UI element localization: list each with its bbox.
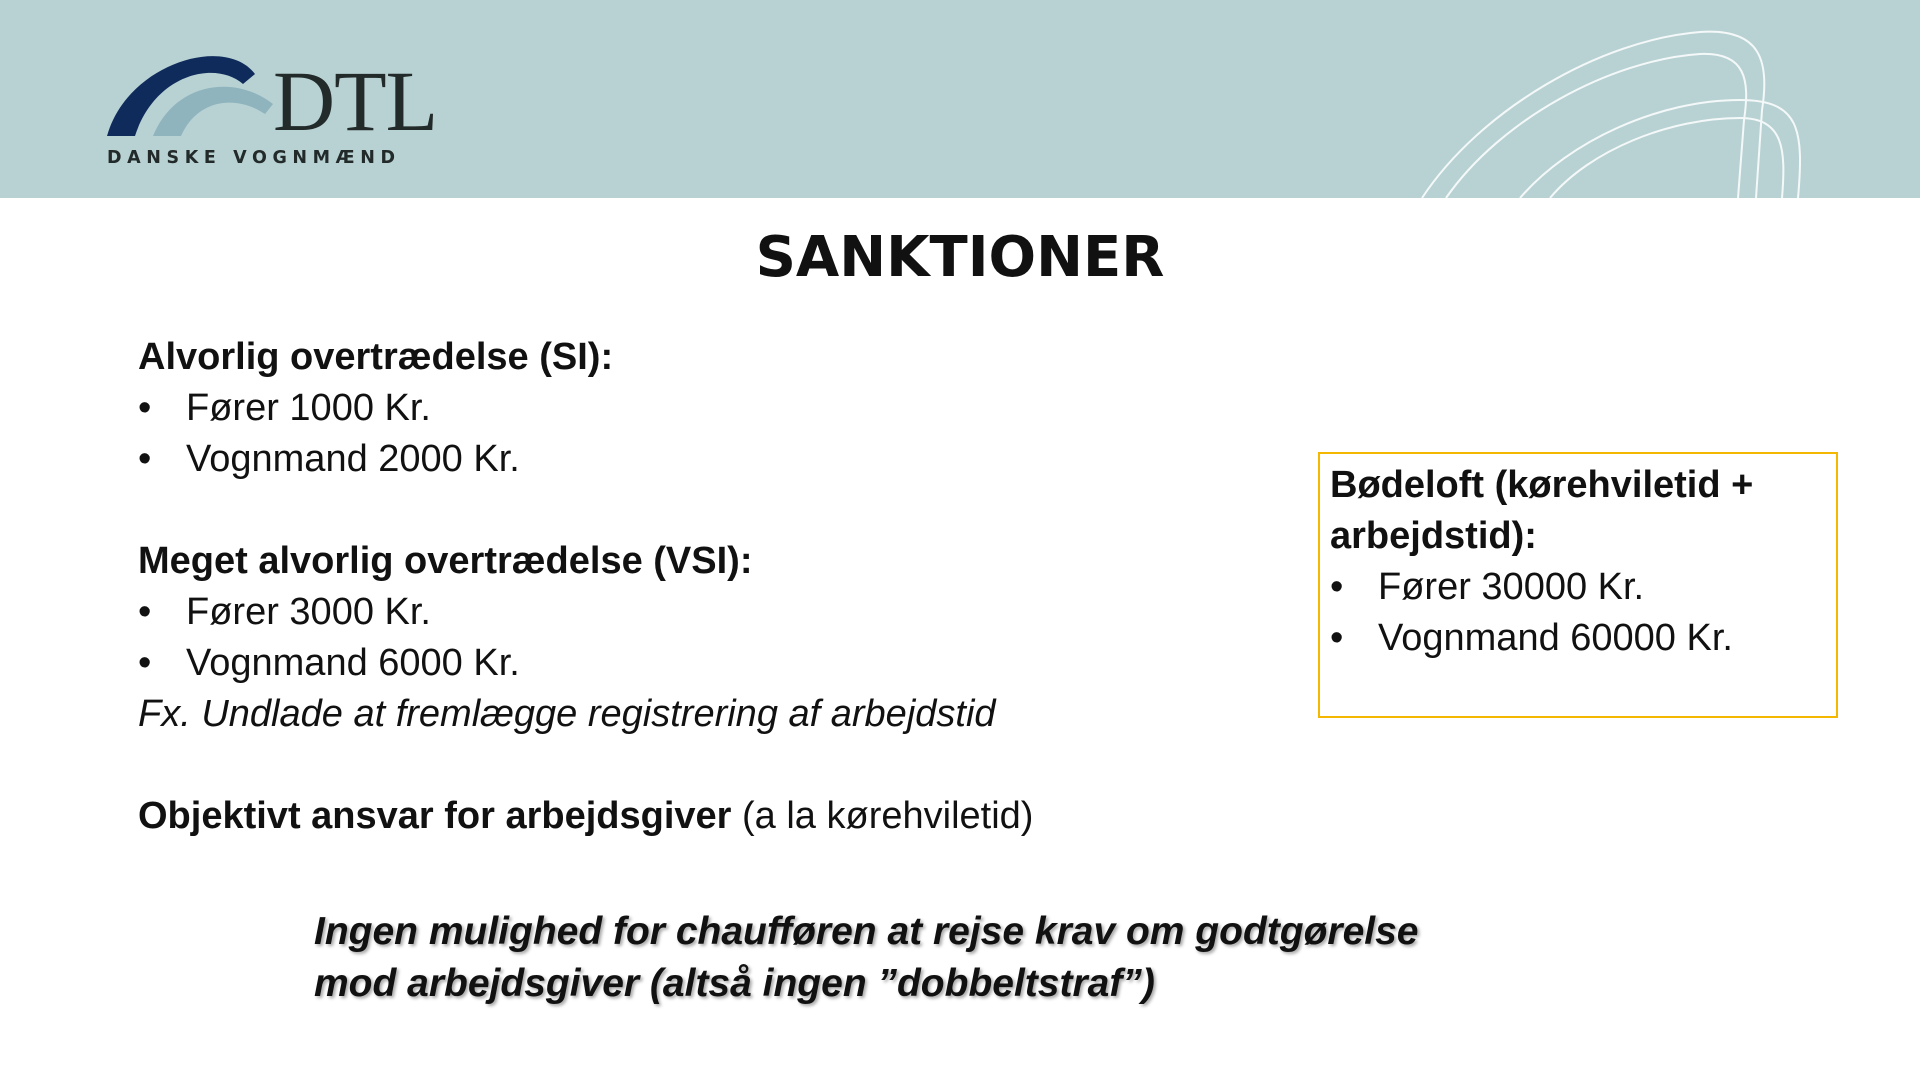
vsi-example: Fx. Undlade at fremlægge registrering af arbejdstid [138,693,996,735]
bullet-marker: • [138,387,152,429]
note-line2: mod arbejdsgiver (altså ingen ”dobbeltstraf”) [314,962,1155,1005]
bullet-marker: • [1330,566,1344,608]
cap-heading-line1: Bødeloft (kørehviletid + [1330,464,1754,506]
cap-heading-line2: arbejdstid): [1330,515,1537,557]
main-content [138,332,1033,842]
header-decoration [1400,0,1920,198]
logo-wordmark: DTL [273,53,438,149]
vsi-heading: Meget alvorlig overtrædelse (VSI): [138,540,753,582]
si-bullet-driver [138,383,1033,434]
list-item: Fører 30000 Kr. [1378,566,1645,608]
vsi-bullet-haulier [138,638,1033,689]
page-title: SANKTIONER [755,225,1165,290]
list-item: Fører 1000 Kr. [186,387,431,429]
objective-liability [138,791,1033,842]
si-bullet-haulier [138,434,1033,485]
vsi-bullet-driver [138,587,1033,638]
logo-arc-icon [105,44,275,144]
bullet-marker: • [138,591,152,633]
fine-cap-box [1318,452,1838,718]
objective-bold: Objektivt ansvar for arbejdsgiver [138,795,732,837]
list-item: Fører 3000 Kr. [186,591,431,633]
list-item: Vognmand 60000 Kr. [1378,617,1733,659]
bullet-marker: • [1330,617,1344,659]
logo-subtitle: DANSKE VOGNMÆND [107,148,401,168]
objective-normal: (a la kørehviletid) [731,795,1034,837]
bullet-marker: • [138,642,152,684]
cap-bullet-driver [1330,562,1826,613]
note-line1: Ingen mulighed for chaufføren at rejse krav om godtgørelse [314,910,1419,953]
si-heading: Alvorlig overtrædelse (SI): [138,336,614,378]
header-banner [0,0,1920,198]
list-item: Vognmand 6000 Kr. [186,642,520,684]
bullet-marker: • [138,438,152,480]
list-item: Vognmand 2000 Kr. [186,438,520,480]
emphasis-note [314,906,1419,1010]
dtl-logo [105,44,465,174]
cap-bullet-haulier [1330,613,1826,664]
